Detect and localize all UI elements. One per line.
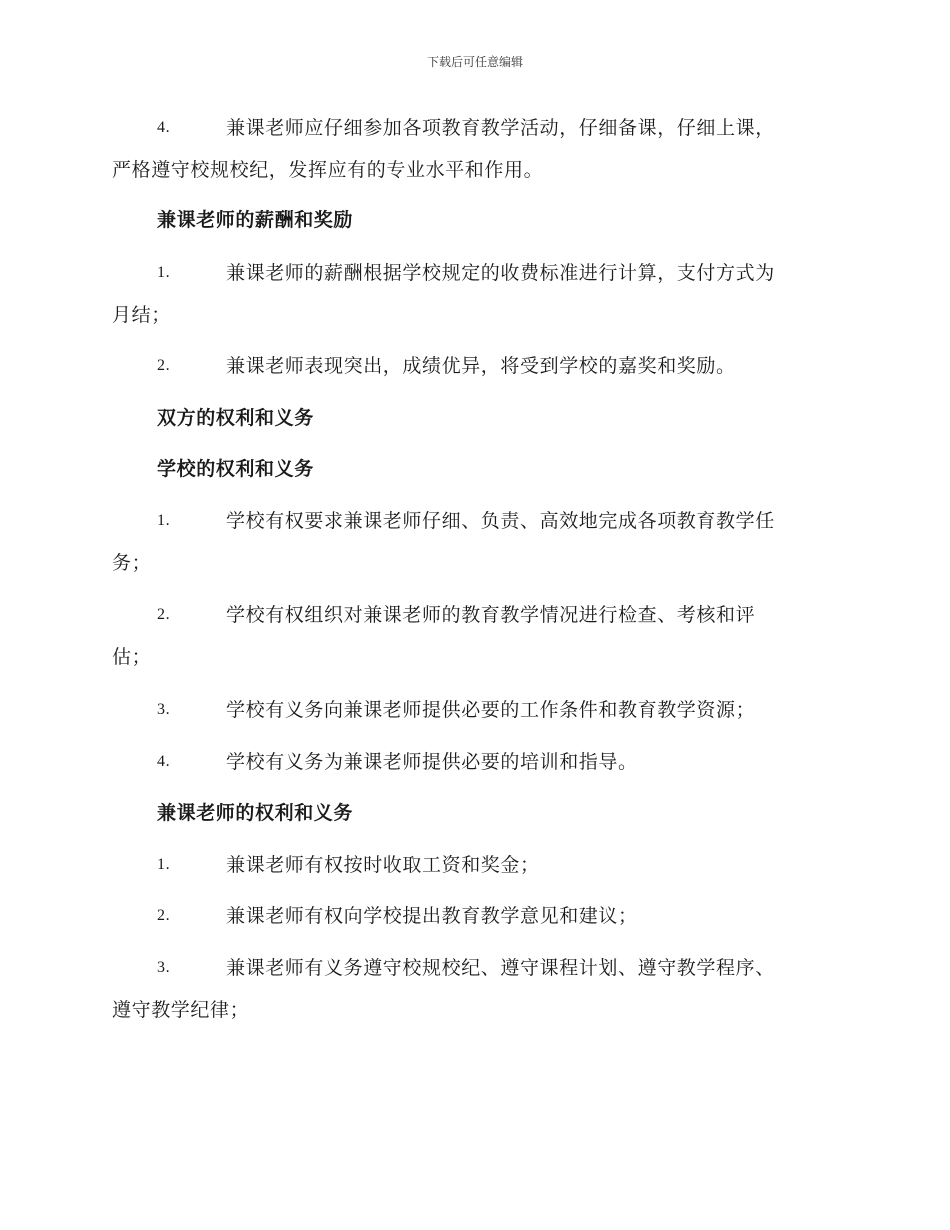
item-text: 学校有义务为兼课老师提供必要的培训和指导。 <box>226 751 638 773</box>
item-number: 2. <box>157 606 171 623</box>
section-heading-teacher: 兼课老师的权利和义务 <box>157 802 354 824</box>
list-item <box>112 895 834 937</box>
list-item <box>112 741 834 783</box>
section-heading-rights: 双方的权利和义务 <box>157 407 314 429</box>
list-item <box>112 844 834 886</box>
item-text: 兼课老师应仔细参加各项教育教学活动，仔细备课，仔细上课， <box>226 117 775 139</box>
item-text-continued: 严格遵守校规校纪，发挥应有的专业水平和作用。 <box>112 159 544 181</box>
list-item <box>112 594 834 678</box>
item-text-continued: 月结； <box>112 304 171 326</box>
list-item <box>112 107 834 191</box>
item-text: 学校有权要求兼课老师仔细、负责、高效地完成各项教育教学任 <box>226 510 775 532</box>
list-item <box>112 689 834 731</box>
item-text: 兼课老师有权向学校提出教育教学意见和建议； <box>226 905 638 927</box>
item-text: 学校有义务向兼课老师提供必要的工作条件和教育教学资源； <box>226 699 756 721</box>
item-text: 兼课老师的薪酬根据学校规定的收费标准进行计算，支付方式为 <box>226 262 775 284</box>
item-text-continued: 遵守教学纪律； <box>112 999 250 1021</box>
section-heading-school: 学校的权利和义务 <box>157 458 314 480</box>
item-number: 2. <box>157 357 171 374</box>
item-number: 4. <box>157 119 171 136</box>
list-item <box>112 500 834 584</box>
section-heading-pay: 兼课老师的薪酬和奖励 <box>157 209 354 231</box>
list-item <box>112 947 834 1031</box>
item-number: 1. <box>157 856 171 873</box>
list-item <box>112 252 834 336</box>
list-item <box>112 345 834 387</box>
item-text: 兼课老师有权按时收取工资和奖金； <box>226 854 540 876</box>
item-number: 2. <box>157 907 171 924</box>
item-text: 兼课老师有义务遵守校规校纪、遵守课程计划、遵守教学程序、 <box>226 957 775 979</box>
page-header: 下载后可任意编辑 <box>426 55 523 69</box>
item-number: 4. <box>157 753 171 770</box>
item-number: 3. <box>157 959 171 976</box>
item-text-continued: 务； <box>112 552 152 574</box>
item-text-continued: 估； <box>112 646 152 668</box>
item-number: 3. <box>157 701 171 718</box>
item-text: 学校有权组织对兼课老师的教育教学情况进行检查、考核和评 <box>226 604 756 626</box>
item-text: 兼课老师表现突出，成绩优异，将受到学校的嘉奖和奖励。 <box>226 355 736 377</box>
item-number: 1. <box>157 512 171 529</box>
item-number: 1. <box>157 264 171 281</box>
